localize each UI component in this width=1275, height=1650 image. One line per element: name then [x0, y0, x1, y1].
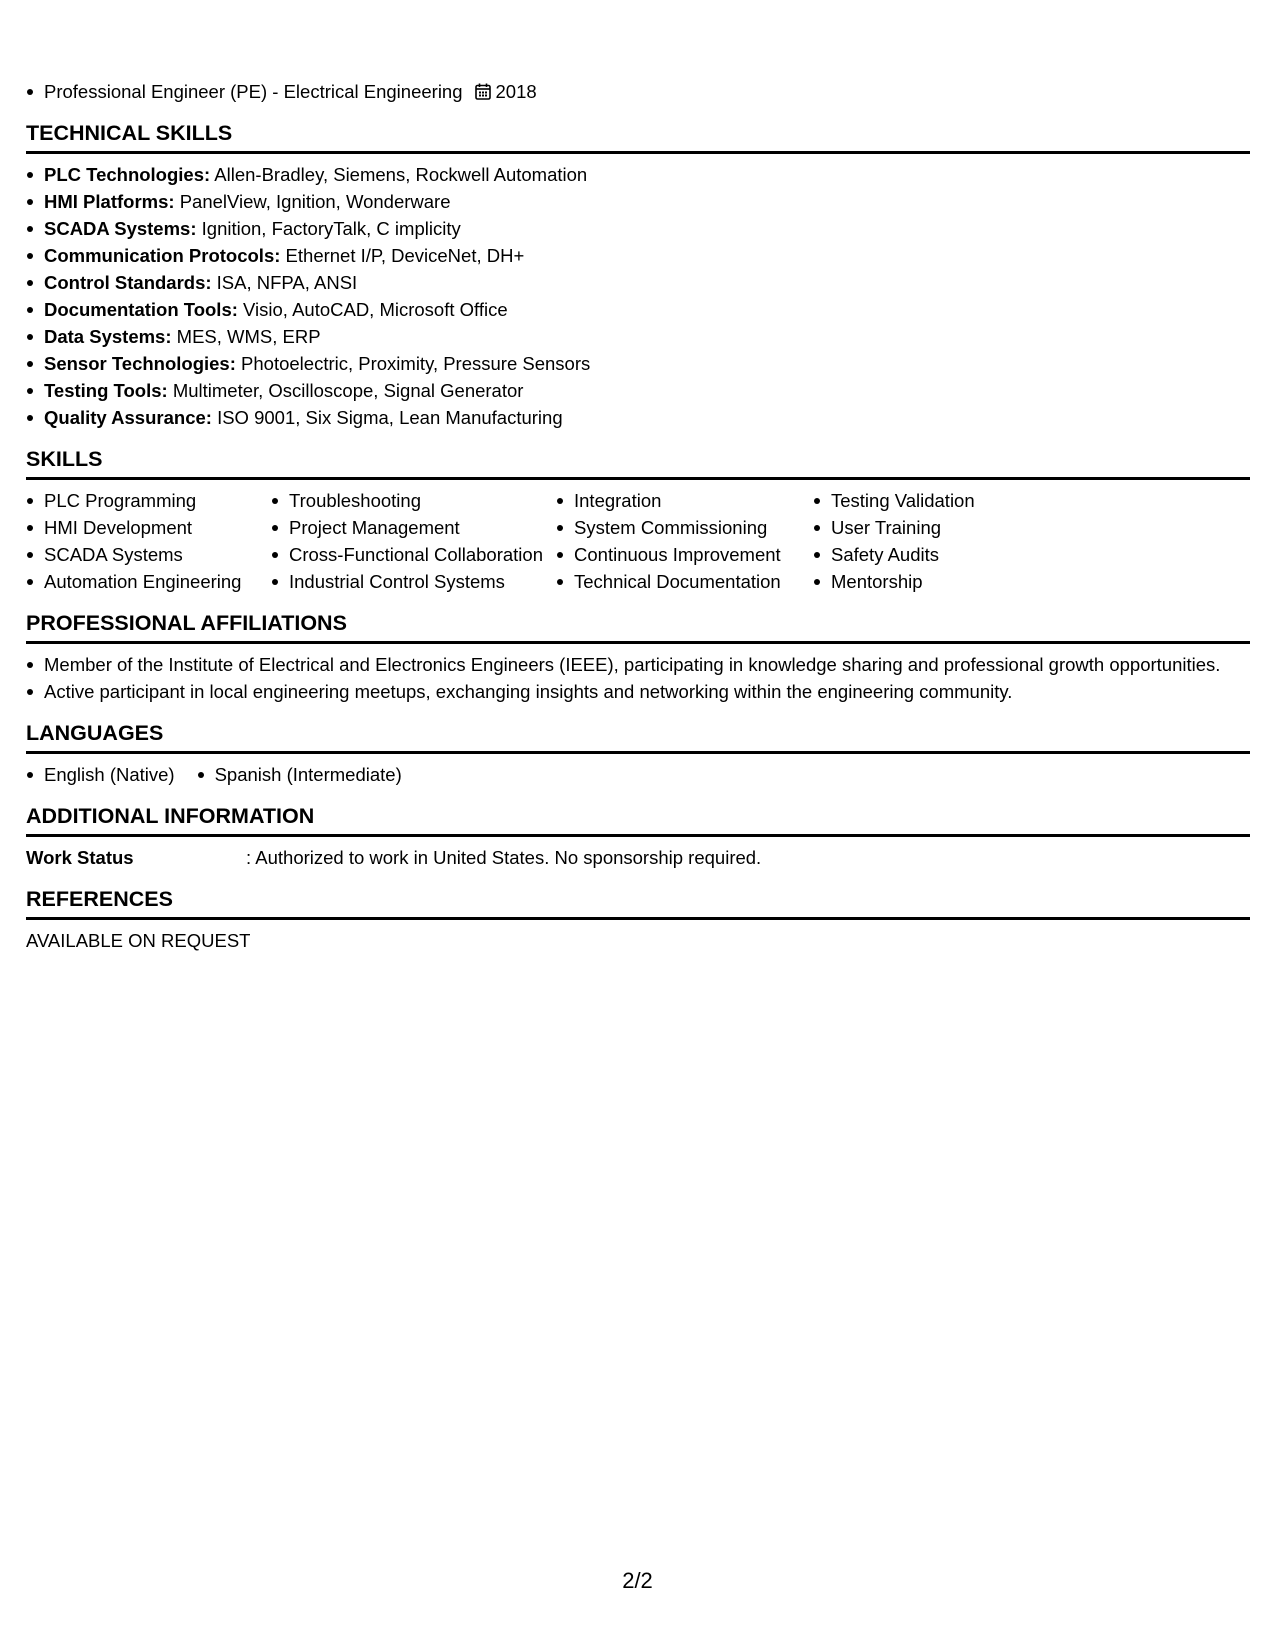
section-title-technical-skills: TECHNICAL SKILLS	[26, 120, 1250, 154]
technical-skill-item	[26, 404, 1250, 431]
skills-column	[813, 487, 1113, 595]
skills-grid	[26, 487, 1250, 595]
skills-column	[556, 487, 813, 595]
skill-label: Sensor Technologies:	[44, 353, 236, 374]
skill-label: Testing Tools:	[44, 380, 168, 401]
section-title-languages: LANGUAGES	[26, 720, 1250, 754]
skill-item: Automation Engineering	[26, 568, 271, 595]
skill-item: Continuous Improvement	[556, 541, 813, 568]
skill-label: PLC Technologies:	[44, 164, 211, 185]
skills-section	[26, 446, 1250, 595]
skill-value: Visio, AutoCAD, Microsoft Office	[243, 299, 508, 320]
work-status-row	[26, 844, 1250, 871]
skill-item: SCADA Systems	[26, 541, 271, 568]
skill-value: PanelView, Ignition, Wonderware	[179, 191, 451, 212]
skill-value: MES, WMS, ERP	[176, 326, 321, 347]
skill-item: Integration	[556, 487, 813, 514]
certification-name: Professional Engineer (PE) - Electrical Engineering	[44, 81, 463, 102]
affiliations-list	[26, 651, 1250, 705]
skill-label: Data Systems:	[44, 326, 172, 347]
technical-skill-item	[26, 188, 1250, 215]
resume-page	[26, 78, 1250, 954]
skill-item: Project Management	[271, 514, 556, 541]
skill-item: Industrial Control Systems	[271, 568, 556, 595]
skill-item: Troubleshooting	[271, 487, 556, 514]
calendar-icon	[475, 83, 491, 100]
work-status-label: Work Status	[26, 847, 134, 868]
technical-skill-item	[26, 269, 1250, 296]
skill-value: ISA, NFPA, ANSI	[216, 272, 358, 293]
skill-item: Safety Audits	[813, 541, 1113, 568]
section-title-skills: SKILLS	[26, 446, 1250, 480]
skill-item: Testing Validation	[813, 487, 1113, 514]
page-number: 2/2	[622, 1568, 653, 1593]
certification-item	[26, 78, 1250, 105]
languages-list	[26, 761, 1250, 788]
additional-info-section	[26, 803, 1250, 871]
technical-skill-item	[26, 377, 1250, 404]
affiliation-item: Member of the Institute of Electrical and Electronics Engineers (IEEE), participating in knowledge sharing and professional growth opportunities.	[26, 651, 1250, 678]
skill-item: Mentorship	[813, 568, 1113, 595]
skill-item: Technical Documentation	[556, 568, 813, 595]
skill-value: Multimeter, Oscilloscope, Signal Generator	[172, 380, 524, 401]
skill-label: HMI Platforms:	[44, 191, 175, 212]
skills-column	[26, 487, 271, 595]
section-title-additional-info: ADDITIONAL INFORMATION	[26, 803, 1250, 837]
affiliations-section	[26, 610, 1250, 705]
technical-skills-list	[26, 161, 1250, 431]
skill-value: Ignition, FactoryTalk, C implicity	[201, 218, 461, 239]
section-title-affiliations: PROFESSIONAL AFFILIATIONS	[26, 610, 1250, 644]
references-section	[26, 886, 1250, 954]
references-text: AVAILABLE ON REQUEST	[26, 930, 251, 951]
skill-label: Communication Protocols:	[44, 245, 281, 266]
skill-item: System Commissioning	[556, 514, 813, 541]
languages-section	[26, 720, 1250, 788]
language-item: English (Native)	[26, 761, 175, 788]
technical-skill-item	[26, 242, 1250, 269]
technical-skill-item	[26, 215, 1250, 242]
skill-item: User Training	[813, 514, 1113, 541]
skill-value: Ethernet I/P, DeviceNet, DH+	[285, 245, 525, 266]
skill-label: SCADA Systems:	[44, 218, 197, 239]
skill-label: Control Standards:	[44, 272, 212, 293]
certification-year: 2018	[495, 81, 537, 102]
skill-item: PLC Programming	[26, 487, 271, 514]
certifications-list	[26, 78, 1250, 105]
skill-item: Cross-Functional Collaboration	[271, 541, 556, 568]
skill-label: Quality Assurance:	[44, 407, 212, 428]
skill-value: Allen-Bradley, Siemens, Rockwell Automation	[214, 164, 588, 185]
technical-skill-item	[26, 323, 1250, 350]
section-title-references: REFERENCES	[26, 886, 1250, 920]
work-status-value: : Authorized to work in United States. No sponsorship required.	[246, 847, 762, 868]
technical-skill-item	[26, 350, 1250, 377]
skill-value: Photoelectric, Proximity, Pressure Sensors	[241, 353, 591, 374]
skills-column	[271, 487, 556, 595]
technical-skills-section	[26, 120, 1250, 431]
technical-skill-item	[26, 161, 1250, 188]
skill-value: ISO 9001, Six Sigma, Lean Manufacturing	[217, 407, 563, 428]
technical-skill-item	[26, 296, 1250, 323]
skill-label: Documentation Tools:	[44, 299, 238, 320]
language-item: Spanish (Intermediate)	[197, 761, 402, 788]
affiliation-item: Active participant in local engineering meetups, exchanging insights and networking within the engineering community.	[26, 678, 1250, 705]
skill-item: HMI Development	[26, 514, 271, 541]
